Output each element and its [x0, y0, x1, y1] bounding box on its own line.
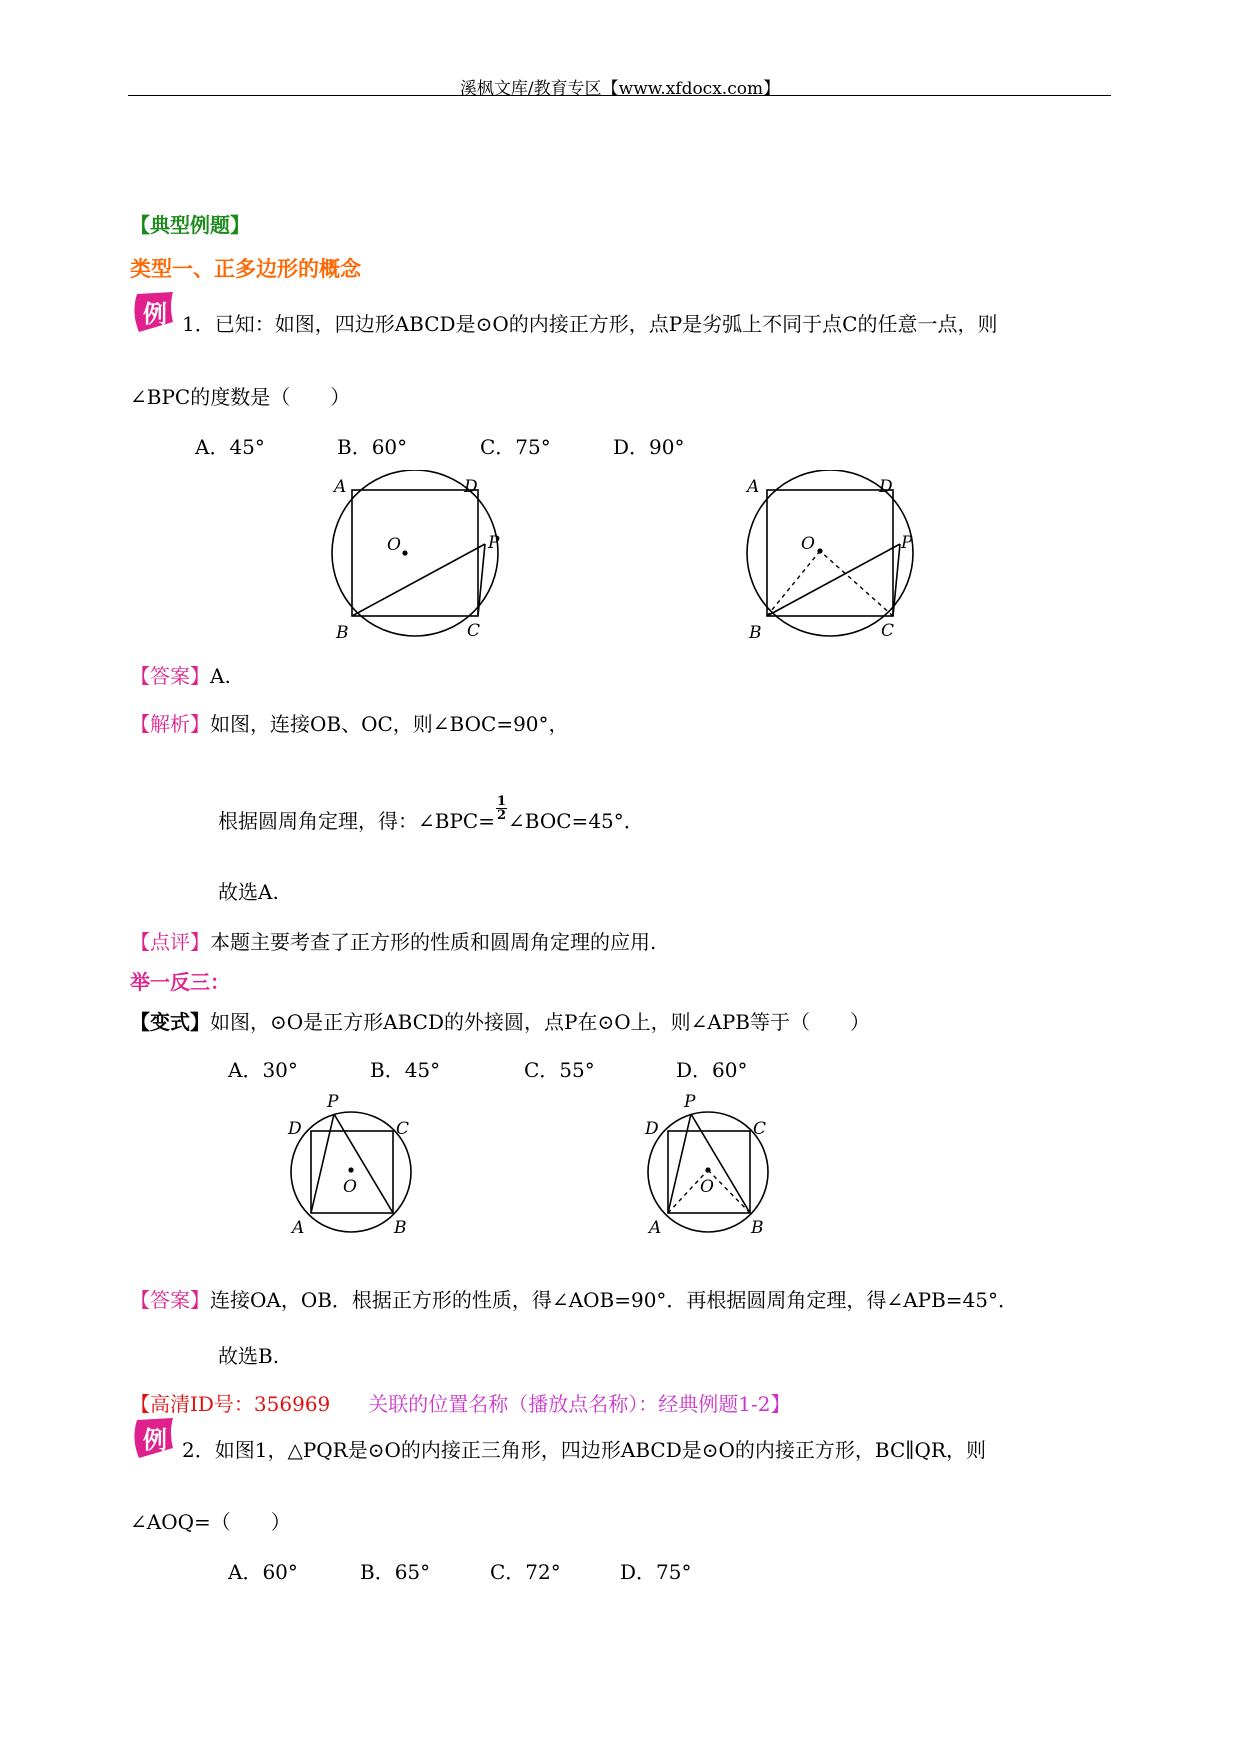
line-bp [334, 1114, 393, 1213]
label-p: P [684, 1092, 696, 1112]
label-b: B [336, 623, 349, 640]
label-o: O [343, 1177, 357, 1197]
fraction-denominator: 2 [496, 808, 507, 823]
square-abcd [352, 490, 478, 616]
label-b: B [749, 623, 762, 640]
line-cp [893, 544, 900, 616]
label-d: D [464, 477, 478, 497]
ex2-option-c: C．72° [490, 1560, 561, 1584]
label-o: O [801, 534, 815, 554]
video-id: 【高清ID号：356969 [130, 1392, 331, 1416]
label-c: C [753, 1119, 767, 1139]
label-b: B [751, 1218, 764, 1238]
video-reference [130, 1388, 791, 1417]
example-badge-icon [129, 288, 179, 338]
line-oc-dashed [820, 551, 893, 616]
variant-option-a: A．30° [228, 1058, 298, 1082]
variant-text: 如图，⊙O是正方形ABCD的外接圆，点P在⊙O上，则∠APB等于（ ） [210, 1010, 870, 1034]
page-header: 溪枫文库/教育专区【www.xfdocx.com】 [459, 79, 781, 99]
ex1-option-b: B．60° [337, 435, 408, 459]
ex1-question-line2: ∠BPC的度数是（ ） [130, 385, 351, 409]
line-bp [352, 544, 485, 616]
ex1-figure-left [320, 470, 510, 640]
answer-tag: 【答案】 [130, 664, 210, 688]
variant-conclusion: 故选B. [218, 1344, 280, 1368]
label-p: P [327, 1092, 339, 1112]
variant-answer [130, 1284, 1018, 1313]
example-badge-icon [129, 1414, 179, 1464]
ex2-question-line1: 2．如图1，△PQR是⊙O的内接正三角形，四边形ABCD是⊙O的内接正方形，BC∥QR，则 [182, 1438, 986, 1462]
label-c: C [881, 621, 895, 640]
label-d: D [288, 1119, 302, 1139]
square-abcd [767, 490, 893, 616]
center-dot [402, 550, 407, 555]
ex1-option-d: D．90° [613, 435, 685, 459]
variant-figure-right [642, 1090, 782, 1240]
analysis-tag: 【解析】 [130, 712, 210, 736]
ex2-option-a: A．60° [228, 1560, 298, 1584]
video-location: 关联的位置名称（播放点名称）：经典例题1-2】 [368, 1392, 791, 1416]
practice-title: 举一反三： [130, 970, 230, 994]
answer-text: A. [210, 664, 231, 688]
line-ap [311, 1114, 334, 1213]
label-c: C [396, 1119, 410, 1139]
line-ap [668, 1114, 691, 1213]
variant-option-b: B．45° [370, 1058, 441, 1082]
label-p: P [488, 533, 500, 553]
variant-option-c: C．55° [524, 1058, 595, 1082]
ex1-option-a: A．45° [195, 435, 265, 459]
label-c: C [467, 621, 481, 640]
ex2-option-b: B．65° [360, 1560, 431, 1584]
formula-suffix: ∠BOC=45°． [508, 809, 644, 833]
line-bp [691, 1114, 750, 1213]
ex1-question-line1: 1．已知：如图，四边形ABCD是⊙O的内接正方形，点P是劣弧上不同于点C的任意一点，则 [182, 312, 998, 336]
line-cp [478, 544, 485, 616]
label-a: A [649, 1218, 662, 1238]
variant-answer-tag: 【答案】 [130, 1288, 210, 1312]
line-ob-dashed [767, 551, 820, 616]
ex1-figure-right [735, 470, 925, 640]
ex1-answer [130, 660, 231, 689]
ex2-option-d: D．75° [620, 1560, 692, 1584]
variant-option-d: D．60° [676, 1058, 748, 1082]
label-a: A [292, 1218, 305, 1238]
formula-prefix: 根据圆周角定理，得：∠BPC= [218, 809, 495, 833]
ex1-conclusion: 故选A. [218, 880, 279, 904]
label-o: O [700, 1177, 714, 1197]
label-b: B [394, 1218, 407, 1238]
example-badge-label: 例 [143, 1426, 167, 1454]
variant-question [130, 1006, 870, 1035]
center-dot [348, 1167, 353, 1172]
header-divider [128, 95, 1111, 96]
ex1-review [130, 926, 656, 955]
label-o: O [387, 535, 401, 555]
fraction-numerator: 1 [496, 794, 507, 809]
fraction-half [496, 795, 507, 822]
review-text: 本题主要考查了正方形的性质和圆周角定理的应用. [210, 930, 657, 954]
variant-tag: 【变式】 [130, 1010, 210, 1034]
variant-figure-left [285, 1090, 425, 1240]
label-d: D [645, 1119, 659, 1139]
analysis-text: 如图，连接OB、OC，则∠BOC=90°， [210, 712, 569, 736]
type-title: 类型一、正多边形的概念 [130, 257, 361, 281]
variant-answer-text: 连接OA，OB．根据正方形的性质，得∠AOB=90°．再根据圆周角定理，得∠APB=45°． [210, 1288, 1018, 1312]
center-dot [817, 548, 822, 553]
ex1-option-c: C．75° [480, 435, 551, 459]
ex2-question-line2: ∠AOQ=（ ） [130, 1510, 291, 1534]
label-a: A [747, 477, 760, 497]
ex1-formula [218, 794, 644, 836]
label-d: D [879, 477, 893, 497]
label-a: A [334, 477, 347, 497]
ex1-analysis [130, 708, 569, 737]
example-badge-label: 例 [143, 300, 167, 328]
review-tag: 【点评】 [130, 930, 210, 954]
section-title: 【典型例题】 [130, 213, 250, 237]
center-dot [705, 1167, 710, 1172]
label-p: P [901, 533, 913, 553]
